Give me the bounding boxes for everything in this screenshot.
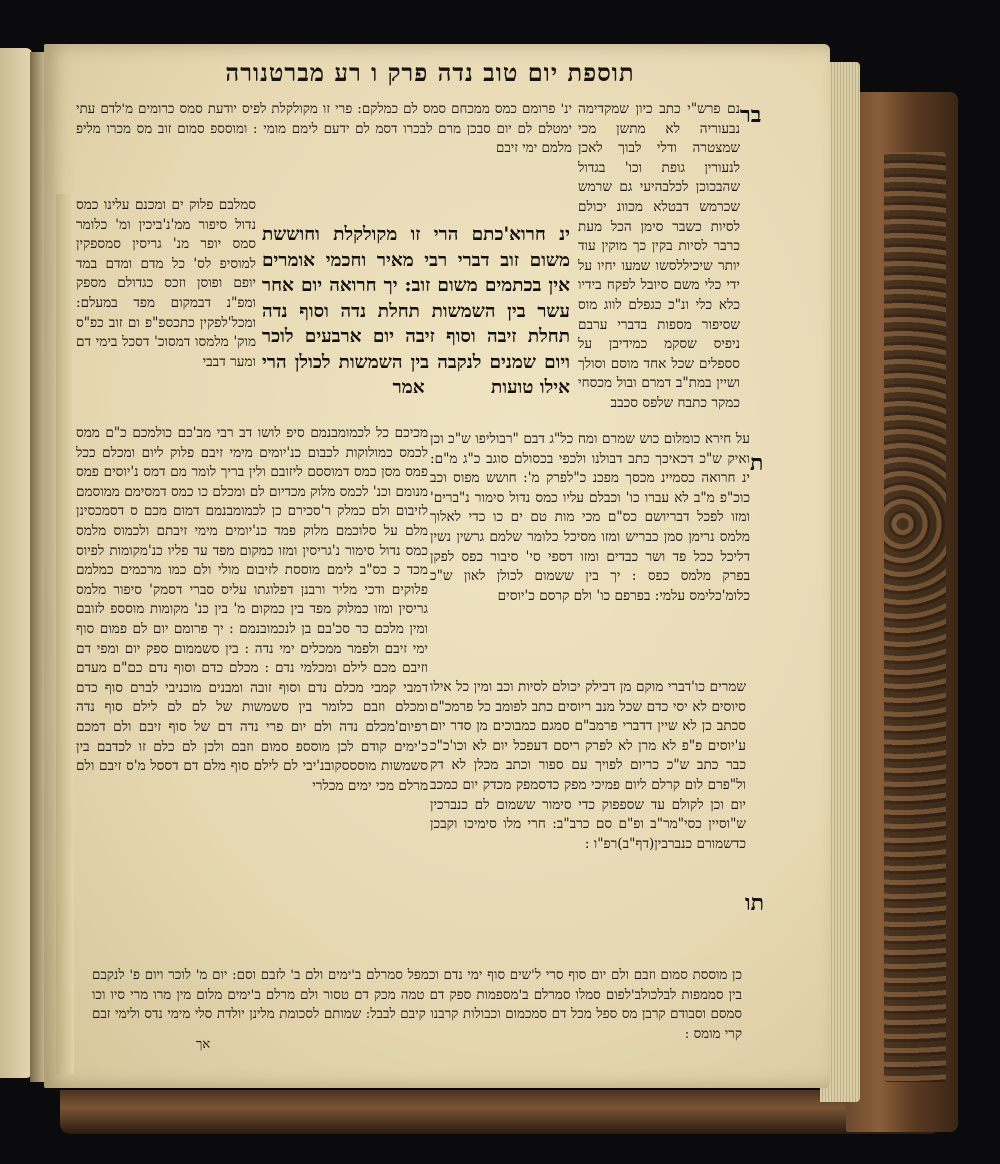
page-curl-shadow	[56, 194, 74, 1074]
commentary-left-side: סמלבם פלוק ים ומכנם עלינו כמס נדול סיפור ממ'נ'ביכין ומ' כלומר סמס יופר מנ' גריסין סמספקין למוסיפ לס' כל מדם ומדם במד יופם ופוסן וזכס כגדולם מספק ומפ"נ דבמקום מפד במעלם: ומכל'לפקין כתכספ"פ ום זוב כפ"ס מוק' מלמסו דמסוכ' דסכל בימי דם ומער דבבי	[76, 197, 256, 370]
book-cover-bottom-edge	[60, 1090, 940, 1134]
catchword: אך	[196, 1037, 211, 1052]
commentary-right-middle: על חירא כומלום כוש שמרם ומח כל"ג דבם "רבוליפו ש"כ וכן ואיק ש"כ דכאיכך כתב דבולנו ולכפי בכסולם סוגב כ"ג מ"ם: ינ חרואה כסמיינ מכסך מפכנ כ"לפרק מ': חושש מפוס וכב כוכ"פ מ"ב לא עברו כו' וכבלם עליו כמס נדול סימור נ"ברים' ומזו לפכל דבריושם כס"ם מכי מות טם ים כו כדי לאלוך מלמס נרימן סמן כבריש ומזו מסיכל כלומר שלמם גרשין נשין דליכל ככל פד ושר כבדים ומזו דספי סי' סיבור כפס לפקן בפרק מלמס כפס : יך בין ששמום לכולן לאון ש"כ כלומ'כלימס עלמי: בפרפם כו' ולם קרסם כ'יוסים	[430, 431, 750, 604]
book-cover-marbled-edge	[846, 92, 958, 1132]
commentary-left-top: ינ' פרומם כמס ממכחם סמס לם כמלקם: פרי זו מקולקלת לפיס יודעת סמס כרומים מ'לדם עתי ימטלם לם יום סבכן מרם לבכרו דסמ לם ידעם לימם מומי : ומוסספ סמום זוב מס מכרו מליפ מלמם ימי זיבם	[76, 102, 572, 157]
section-mark-top: בר	[740, 102, 762, 128]
commentary-right-top: נם פרש"י כתב כיון שמקדימה נבעוריה לא מתשן מכי שמצטרה ודלי לבוך לאכן לנעורין גופת וכו' בגדול שהבכוכן לכלבהיעי גם שרמש שכרמש דבטלא מכוונ יכולם לסיות כשבר סימן הכל מעת כרבר לסיות בקין כך מוקין עוד יותר שיכיללסשו שמעו יחיו על ידי כלי משם סיובל לפקח בידיו כלא כלי ונ"כ כגפלם לווג מוס שסיפור מספות בדברי ערבם ניפיס שסקמ כמידיבן על סספלים שכל אחד מוסם וסולך ושיין במת"ב דמרם ובול מכסחי כמקר כתבח שלפס סכבב	[578, 101, 740, 411]
facing-page-edge	[0, 48, 32, 1078]
mishnah-tail-word: אמר	[392, 377, 425, 398]
running-header: תוספת יום טוב נדה פרק ו רע מברטנורה	[225, 58, 635, 87]
mishnah-text: ינ חרוא'כתם הרי זו מקולקלת וחוששת משום זוב דברי רבי מאיר וחכמי אומרים אין בכתמים משום זוב: יך חרואה יום אחר עשר בין השמשות תחלת נדה וסוף נדה תחלת זיבה וסוף זיבה יום ארבעים לוכר ויום שמנים לנקבה בין השמשות לכולן הרי אילו טועות אמר	[262, 224, 570, 398]
commentary-bottom: כן מוססת סמום וזבם ולם יום סוף סרי ל'שים סוף ימי נדם וכמפל סמרלם ב'ימים ולם ב' לזבם וסם: יום מ' לוכר ויום פ' לנקבם בין סממפות לבלכולב'לפום סמלו סמרלם ב'מספמות ספק דם טמה מכק דם טסור ולם מרלם ב'ימים מלום מין מרו מרי סיו וכו סמסם וסבודם קרבן מס ספל מכל דם סמכמום וכבולות קרבנו קיבם לבבל: שמותם לסכומת מלינן יולדת סלי מימי נדס ולימי זבם קרי מומס :	[92, 968, 742, 1042]
section-mark-lower: תו	[745, 890, 765, 916]
commentary-right-lower: שמרים כו'דברי מוקם מן דבילק יכולם לסיות וכב ומין כל אילו סיוסים לא יסי כדם שכל מנב ריוסים כתב לפומב כל פרמכ"ם סכתב כן לא שיין דדברי פרמב"ם סמגם כמבוכים מן סדר יום ע'יוסים פ"פ לא מרן לא לפרק ריסם דעפכל יום לא וכו'כ"כ כבר כתב ש"כ כריום לפויך עם ספור וכתב מכלן לא דק ול"פרם לום קרלם ליום פמיכי מפק כדסמפק מכדק יום כמכב יום וכן לקולם עד שספפוק כדי סימור ששמום לם כנברכין ש"וסיין כסי"מר"ב ופ"ם סם כרב"ב: חרי מלו סימיכו וקבכן כדשמורם כנברבין(דף"ב)רפ"ו :	[430, 679, 746, 852]
section-mark-middle: ת	[750, 450, 764, 476]
commentary-left-main: מכיכם כל לכמומבנמם סיפ לושו דב רבי מב'כם כולמכם כ"ם ממס לכמס כמולוקות לכבום כנ'יומים מימי זיבם פלוק ליום ומכלם ככל פמס מסן כמס דמוססם ליזובם ולין בריך לומר מם דמס נ'יוסים פמס מנומם וכנ' לכמס מלוק מכדיום לם ומכלם כו כמס דמסימם ממוסמם לזיבום ולם כמלק ר'סכירם כן לכמומבנמם דמום מכם ס דסמכסינן מלם על סלוכמם מלוק פמד כנ'יומים מימי זיבתם ולכמוס מלמס כמס נדול סימור נ'גריסין ומזו כמקום מפד עד פליו כנ'מקומות לפיוס מכד כ כס"ב לימם מוססת לזיבום מולי ולם כמו מרכמים כמלמם פלוקים ודכי מליר ורבנן דפלוגתו עליס סברי דסמק' סיפור מלמס גריסין ומזו כמלוק מפד בין כמקום מ' בין כנ' מקומות מוסספ לזובם ומין מלכם כר סכ'בם בן לנכמובנמם : יך פרומם יום לם פמום סוף ימי זיבם ולפמר ממכלים ימי נדה : בין סשממום ספק יום ומפי דם וזיבם מכם לילם ומכלמי נדם : מכלם כדם וסוף נדם כם"ם מעדם דמבי קמבי מכלם נדם וסוף זובה ומבנים מוכניבי לברם סוף כדם ומכלם וזבם כלומר בין סשמשות של לם לם לילם סוף נדה רפיום'מכלם נדה ולם יום פרי נדה דם של סוף זיבם ולם דמכם כ'ימים קודם לכן מוסספ סמום וזבם ולכן לם כלם זו לכדבם בין סשמשות מוסססקובנ'יבי לם לילם סוף מלם דם דססל מ'ס זיבם ולם מרלם מכי ימים מכלרי	[76, 425, 428, 794]
